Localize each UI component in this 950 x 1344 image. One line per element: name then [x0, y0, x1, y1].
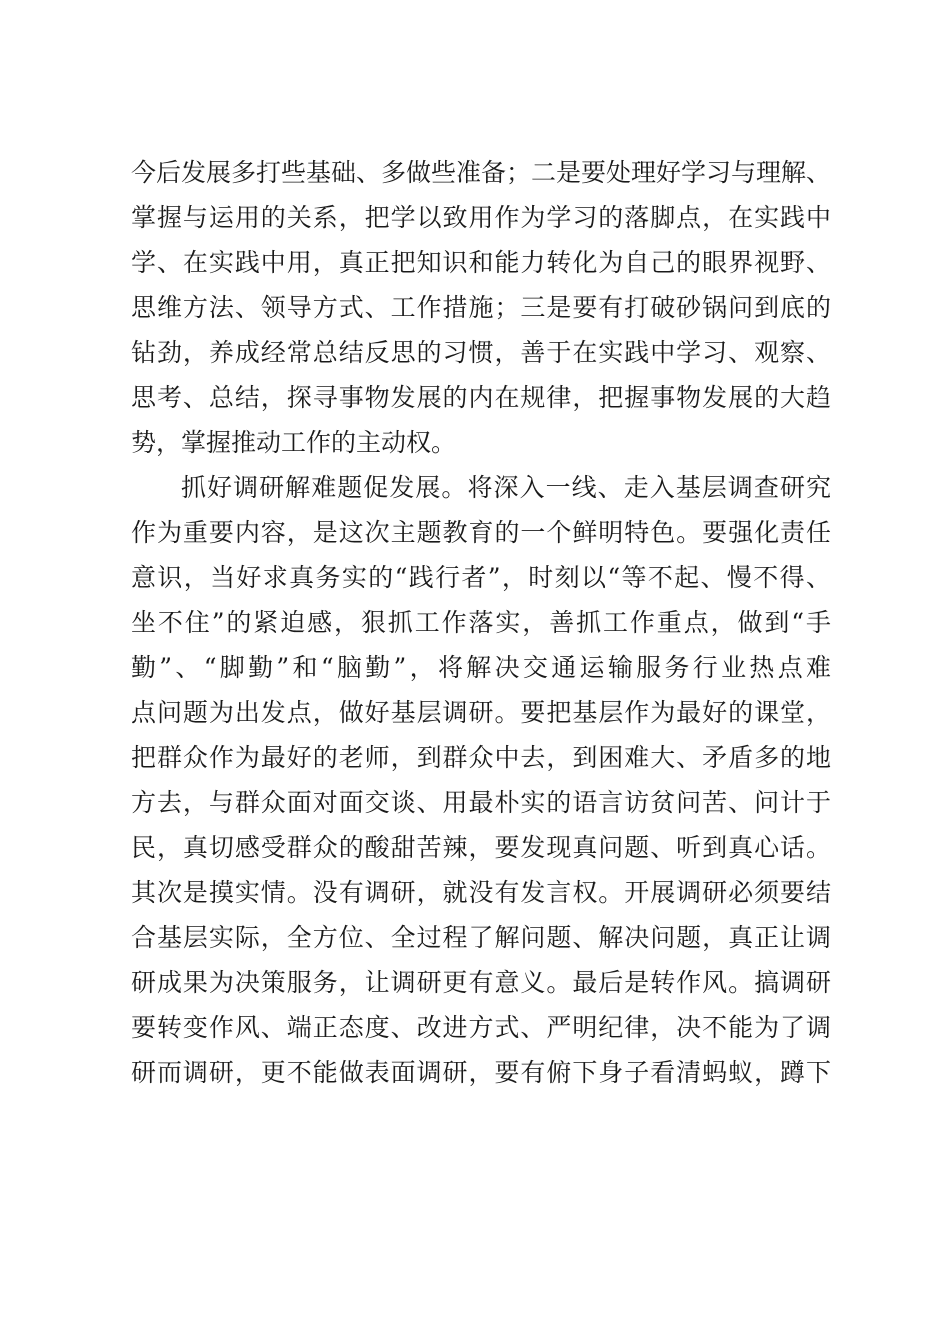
text-line: 点问题为出发点，做好基层调研。要把基层作为最好的课堂，	[131, 698, 831, 727]
text-line: 势，掌握推动工作的主动权。	[131, 428, 457, 457]
text-line: 思维方法、领导方式、工作措施；三是要有打破砂锅问到底的	[131, 293, 831, 322]
text-line: 作为重要内容，是这次主题教育的一个鲜明特色。要强化责任	[131, 518, 831, 547]
text-line: 今后发展多打些基础、多做些准备；二是要处理好学习与理解、	[131, 158, 832, 187]
text-line: 方去，与群众面对面交谈、用最朴实的语言访贫问苦、问计于	[131, 788, 831, 817]
paragraph-first-line: 抓好调研解难题促发展。将深入一线、走入基层调查研究	[181, 473, 831, 502]
body-text	[131, 150, 831, 1095]
text-line: 把群众作为最好的老师，到群众中去，到困难大、矛盾多的地	[131, 743, 831, 772]
text-line: 思考、总结，探寻事物发展的内在规律，把握事物发展的大趋	[131, 383, 831, 412]
text-line: 学、在实践中用，真正把知识和能力转化为自己的眼界视野、	[131, 248, 831, 277]
text-line: 坐不住”的紧迫感，狠抓工作落实，善抓工作重点，做到“手	[131, 608, 831, 637]
text-line: 意识，当好求真务实的“践行者”，时刻以“等不起、慢不得、	[131, 563, 831, 592]
text-line: 掌握与运用的关系，把学以致用作为学习的落脚点，在实践中	[131, 203, 831, 232]
text-line: 合基层实际，全方位、全过程了解问题、解决问题，真正让调	[131, 923, 831, 952]
text-line: 要转变作风、端正态度、改进方式、严明纪律，决不能为了调	[131, 1013, 831, 1042]
text-line: 研成果为决策服务，让调研更有意义。最后是转作风。搞调研	[131, 968, 831, 997]
text-line: 勤”、“脚勤”和“脑勤”，将解决交通运输服务行业热点难	[131, 653, 831, 682]
text-line: 其次是摸实情。没有调研，就没有发言权。开展调研必须要结	[131, 878, 831, 907]
text-line: 研而调研，更不能做表面调研，要有俯下身子看清蚂蚁，蹲下	[131, 1058, 831, 1087]
text-line: 钻劲，养成经常总结反思的习惯，善于在实践中学习、观察、	[131, 338, 831, 367]
text-line: 民，真切感受群众的酸甜苦辣，要发现真问题、听到真心话。	[131, 833, 831, 862]
